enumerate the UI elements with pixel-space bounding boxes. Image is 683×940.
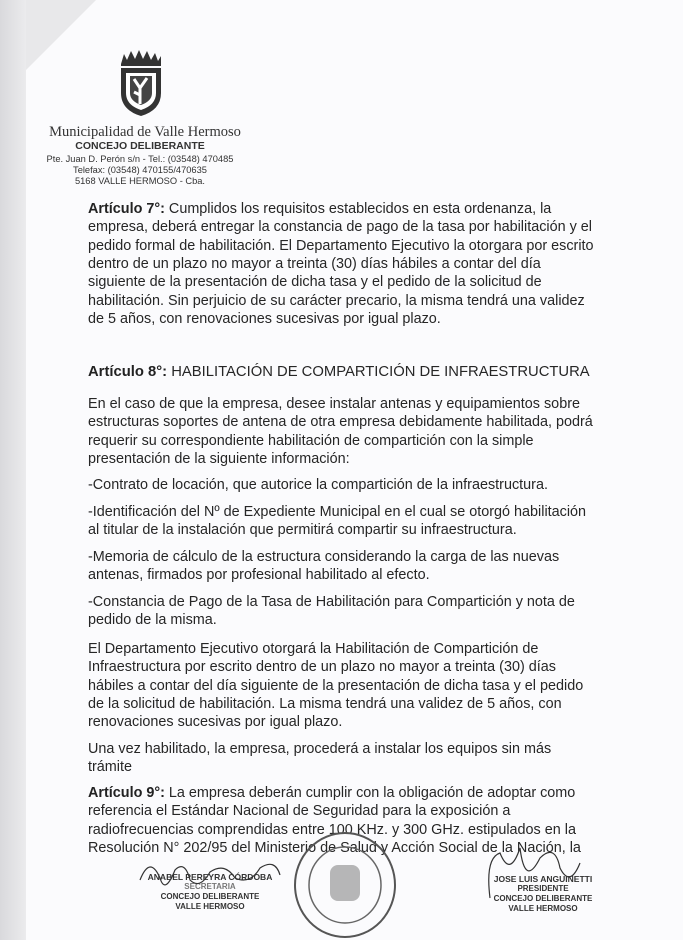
handwritten-signature-right: [470, 838, 590, 908]
telefax: Telefax: (03548) 470155/470635: [73, 165, 207, 175]
signer-org: CONCEJO DELIBERANTE: [493, 894, 593, 903]
line-text: estructuras soportes de antena de otra empresa debidamente habilitada, podrá: [88, 414, 593, 431]
paragraph-line: [88, 413, 593, 431]
paragraph-line: [88, 292, 585, 310]
paragraph-line: [88, 548, 559, 566]
paragraph-line: [88, 593, 575, 611]
paragraph-line: [88, 695, 562, 713]
paragraph-line: [88, 450, 350, 468]
line-text: En el caso de que la empresa, desee instalar antenas y equipamientos sobre: [88, 396, 580, 412]
line-text: pedido formal de habilitación. El Departamento Ejecutivo la otorgara por escrito: [88, 237, 594, 254]
line-text: siguiente de la presentación de dicha tasa y el pedido de la solicitud de: [88, 274, 542, 291]
paragraph-line: [88, 611, 217, 629]
line-text: al titular de la instalación que permitirá compartir su infraestructura.: [88, 522, 517, 539]
line-text: referencia el Estándar Nacional de Seguridad para la exposición a: [88, 803, 511, 820]
article-heading-line: [88, 200, 551, 218]
line-text: presentación de la siguiente información:: [88, 450, 350, 467]
line-text: La empresa deberán cumplir con la obligación de adoptar como: [168, 785, 576, 801]
line-text: antenas, firmados por profesional habilitado al efecto.: [88, 567, 430, 584]
paragraph-line: [88, 432, 534, 450]
line-text: -Memoria de cálculo de la estructura considerando la carga de las nuevas: [88, 549, 560, 565]
paragraph-line: [88, 521, 517, 539]
line-text: Infraestructura por escrito dentro de un plazo no mayor a treinta (30) días: [88, 659, 556, 676]
line-text: -Contrato de locación, que autorice la compartición de la infraestructura.: [88, 477, 548, 493]
city: 5168 VALLE HERMOSO - Cba.: [74, 176, 206, 186]
line-text: pedido de la misma.: [88, 612, 217, 629]
paragraph-line: [88, 503, 586, 521]
line-text: Resolución N° 202/95 del Ministerio de Salud y Acción Social de la Nación, la: [88, 839, 581, 856]
line-text: renovaciones sucesivas por igual plazo.: [88, 714, 343, 731]
paragraph-line: [88, 273, 542, 291]
paragraph-line: [88, 658, 556, 676]
official-seal: [290, 830, 400, 940]
municipal-coat-of-arms-logo: [118, 48, 164, 118]
council-name: CONCEJO DELIBERANTE: [75, 140, 205, 152]
article-label: Artículo 7°:: [88, 201, 165, 217]
line-text: empresa, deberá entregar la constancia de pago de la tasa por habilitación y el: [88, 219, 592, 236]
line-text: El Departamento Ejecutivo otorgará la Habilitación de Compartición de: [88, 641, 539, 657]
line-text: -Constancia de Pago de la Tasa de Habilitación para Compartición y nota de: [88, 594, 575, 610]
paragraph-line: [88, 237, 594, 255]
signer-role: SECRETARIA: [184, 882, 236, 891]
article-label: Artículo 8°:: [88, 364, 168, 380]
handwritten-signature-left: [130, 850, 290, 910]
signer-name: ANABEL PEREYRA CÓRDOBA: [147, 872, 273, 882]
line-text: requerir su correspondiente habilitación de compartición con la simple: [88, 432, 534, 449]
signer-city: VALLE HERMOSO: [175, 902, 245, 911]
paragraph-line: [88, 255, 541, 273]
paragraph-line: [88, 218, 592, 236]
paragraph-line: [88, 740, 551, 758]
paragraph-line: [88, 310, 441, 328]
signer-role: PRESIDENTE: [517, 884, 569, 893]
paragraph-line: [88, 677, 583, 695]
line-text: -Identificación del Nº de Expediente Municipal en el cual se otorgó habilitación: [88, 504, 587, 520]
line-text: de 5 años, con renovaciones sucesivas por igual plazo.: [88, 310, 441, 327]
paragraph-line: [88, 713, 342, 731]
address: Pte. Juan D. Perón s/n - Tel.: (03548) 470485: [46, 154, 234, 164]
line-text: Una vez habilitado, la empresa, procederá a instalar los equipos sin más: [88, 741, 552, 757]
line-text: hábiles a contar del día siguiente de la presentación de dicha tasa y el pedido: [88, 677, 584, 694]
signer-org: CONCEJO DELIBERANTE: [160, 892, 260, 901]
article-heading-line: [88, 363, 590, 381]
signer-city: VALLE HERMOSO: [508, 904, 578, 913]
scan-edge: [0, 0, 26, 940]
paragraph-line: [88, 566, 430, 584]
line-text: habilitación. Sin perjuicio de su carácter precario, la misma tendrá una validez: [88, 292, 585, 309]
paragraph-line: [88, 476, 548, 494]
signer-name: JOSE LUIS ANGUINETTI: [493, 874, 593, 884]
line-text: trámite: [88, 759, 132, 776]
paragraph-line: [88, 640, 538, 658]
line-text: dentro de un plazo no mayor a treinta (30) días hábiles a contar del día: [88, 255, 541, 272]
paragraph-line: [88, 802, 510, 820]
line-text: de la solicitud de habilitación. La misma tendrá una validez de 5 años, con: [88, 695, 562, 712]
municipality-name: Municipalidad de Valle Hermoso: [49, 124, 241, 140]
article-label: Artículo 9°:: [88, 785, 165, 801]
paragraph-line: [88, 395, 580, 413]
folded-corner: [26, 0, 96, 70]
line-text: Cumplidos los requisitos establecidos en esta ordenanza, la: [168, 201, 552, 217]
line-text: radiofrecuencias comprendidas entre 100 KHz. y 300 GHz. estipulados en la: [88, 821, 576, 838]
article-heading-line: [88, 784, 575, 802]
paragraph-line: [88, 758, 132, 776]
line-text: HABILITACIÓN DE COMPARTICIÓN DE INFRAESTRUCTURA: [171, 364, 590, 380]
